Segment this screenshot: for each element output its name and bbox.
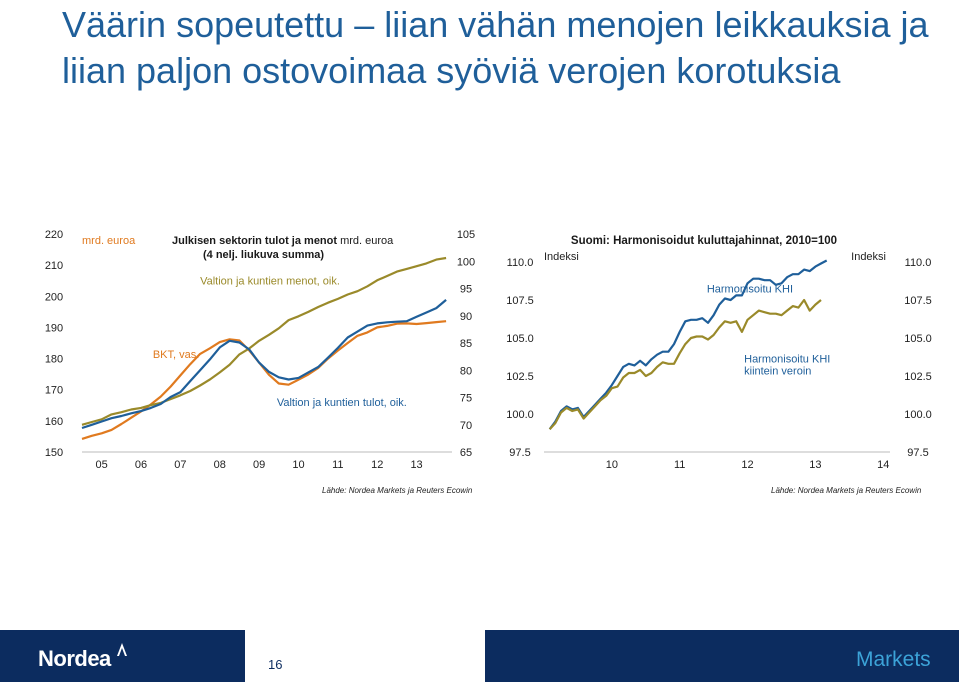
chart-title: Julkisen sektorin tulot ja menot mrd. euroa (172, 235, 394, 247)
x-tick-label: 13 (410, 459, 423, 471)
right-axis-unit-label: Indeksi (851, 251, 886, 263)
y-right-tick-label: 102.5 (904, 371, 932, 383)
series-annotation: Valtion ja kuntien menot, oik. (200, 275, 340, 288)
x-tick-label: 11 (332, 459, 344, 471)
y-left-tick-label: 190 (44, 322, 64, 335)
x-tick-label: 06 (134, 459, 148, 471)
nordea-sail-icon (114, 642, 130, 658)
y-right-tick-label: 97.5 (907, 447, 929, 459)
y-left-tick-label: 107.5 (506, 295, 534, 307)
slide-title-line-2: liian paljon ostovoimaa syöviä verojen korotuksia (62, 50, 841, 91)
x-tick-label: 10 (292, 459, 305, 471)
y-left-tick-label: 105.0 (506, 333, 534, 345)
x-tick-label: 14 (877, 459, 890, 471)
chart-title: Suomi: Harmonisoidut kuluttajahinnat, 2010=100 (570, 235, 838, 247)
y-right-tick-label: 90 (459, 310, 473, 323)
source-note-right: Lähde: Nordea Markets ja Reuters Ecowin (771, 486, 922, 495)
y-right-tick-label: 100 (456, 256, 476, 269)
page-number-box (245, 630, 485, 682)
x-tick-label: 12 (741, 459, 754, 471)
markets-logo: Markets (856, 648, 931, 671)
x-tick-label: 09 (253, 459, 266, 471)
y-left-tick-label: 170 (44, 384, 64, 397)
y-left-tick-label: 160 (44, 415, 64, 428)
chart-subtitle: (4 nelj. liukuva summa) (203, 249, 325, 261)
y-right-tick-label: 110.0 (904, 257, 932, 269)
y-right-tick-label: 105.0 (904, 333, 932, 345)
public-sector-chart (0, 220, 478, 482)
x-tick-label: 13 (809, 459, 822, 471)
y-right-tick-label: 80 (459, 365, 473, 378)
y-right-tick-label: 95 (459, 283, 473, 296)
source-note-left: Lähde: Nordea Markets ja Reuters Ecowin (322, 486, 473, 495)
x-tick-label: 08 (213, 459, 226, 471)
x-tick-label: 12 (371, 459, 384, 471)
x-tick-label: 05 (95, 459, 108, 471)
x-tick-label: 07 (174, 459, 187, 471)
y-right-tick-label: 75 (459, 392, 473, 405)
series-annotation: BKT, vas. (152, 348, 200, 361)
series-annotation: Valtion ja kuntien tulot, oik. (276, 396, 407, 409)
y-left-tick-label: 100.0 (506, 409, 534, 421)
left-axis-unit-label: Indeksi (544, 251, 579, 263)
y-left-tick-label: 220 (44, 229, 64, 241)
y-left-tick-label: 150 (44, 447, 64, 459)
y-left-tick-label: 110.0 (506, 257, 534, 269)
series-annotation: kiintein veroin (744, 365, 812, 378)
y-right-tick-label: 107.5 (904, 295, 932, 307)
x-tick-label: 10 (605, 459, 618, 471)
y-left-tick-label: 180 (44, 353, 64, 366)
nordea-logo: Nordea (38, 646, 111, 671)
y-right-tick-label: 105 (456, 229, 476, 241)
y-right-tick-label: 100.0 (904, 409, 932, 421)
y-right-tick-label: 65 (459, 447, 473, 459)
y-left-tick-label: 210 (44, 260, 64, 273)
hicp-chart (480, 220, 959, 482)
y-right-tick-label: 70 (459, 419, 473, 432)
slide-title-line-1: Väärin sopeutettu – liian vähän menojen leikkauksia ja (62, 4, 929, 45)
y-left-tick-label: 200 (44, 291, 64, 304)
series-annotation: Harmonisoitu KHI (706, 283, 794, 296)
footer-bar (0, 630, 959, 682)
y-left-tick-label: 102.5 (506, 371, 534, 383)
y-right-tick-label: 85 (459, 338, 473, 350)
series-annotation: Harmonisoitu KHI (744, 353, 831, 366)
slide-title (62, 2, 942, 94)
page-number: 16 (268, 657, 283, 672)
y-left-tick-label: 97.5 (509, 447, 531, 459)
left-axis-unit-label: mrd. euroa (82, 235, 136, 247)
x-tick-label: 11 (673, 459, 686, 471)
